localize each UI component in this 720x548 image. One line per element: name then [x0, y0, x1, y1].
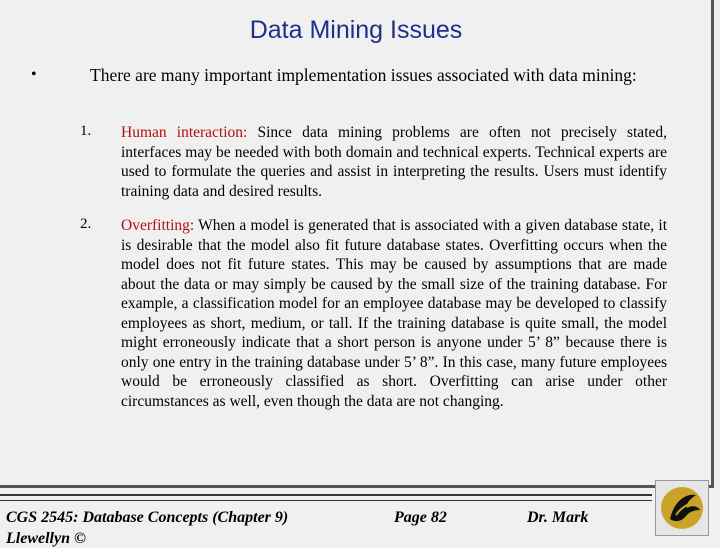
intro-text: There are many important implementation issues associated with data mining: — [90, 65, 637, 85]
bullet-dot: • — [31, 66, 37, 83]
item-body: Since data mining problems are often not precisely stated, interfaces may be needed with both domain and technical experts. Technical experts are used to formulate the queries and assist in interpreting the results. Users must identify training data and desired results. — [121, 124, 668, 200]
footer-course: CGS 2545: Database Concepts (Chapter 9) — [6, 509, 289, 526]
item-number: 2. — [80, 216, 92, 232]
item-text — [121, 123, 667, 201]
item-term: Human interaction: — [121, 124, 248, 141]
item-term: Overfitting: — [121, 217, 195, 234]
footer-page-number: Page 82 — [394, 509, 447, 526]
footer-author: Dr. Mark — [527, 509, 589, 526]
item-text — [121, 216, 667, 411]
footer-author-continued: Llewellyn © — [6, 530, 86, 547]
pegasus-logo-icon — [655, 480, 709, 536]
slide-title: Data Mining Issues — [249, 16, 463, 44]
item-body: When a model is generated that is associated with a given database state, it is desirable that the model also fit future database states. Overfitting occurs when the model does not fit future states. This may be caused by assumptions that are made about the data or may simply be caused by the small size of the training database. For example, a classification model for an employee database may be developed to classify employees as short, medium, or tall. If the training database is quite small, the model might erroneously indicate that a short person is anyone under 5’ 8” because there is only one entry in the training database under 5’ 8”. In this case, many future employees would be erroneously classified as short. Overfitting can arise under other circumstances as well, even though the data are not changing. — [121, 217, 667, 410]
item-number: 1. — [80, 123, 92, 139]
